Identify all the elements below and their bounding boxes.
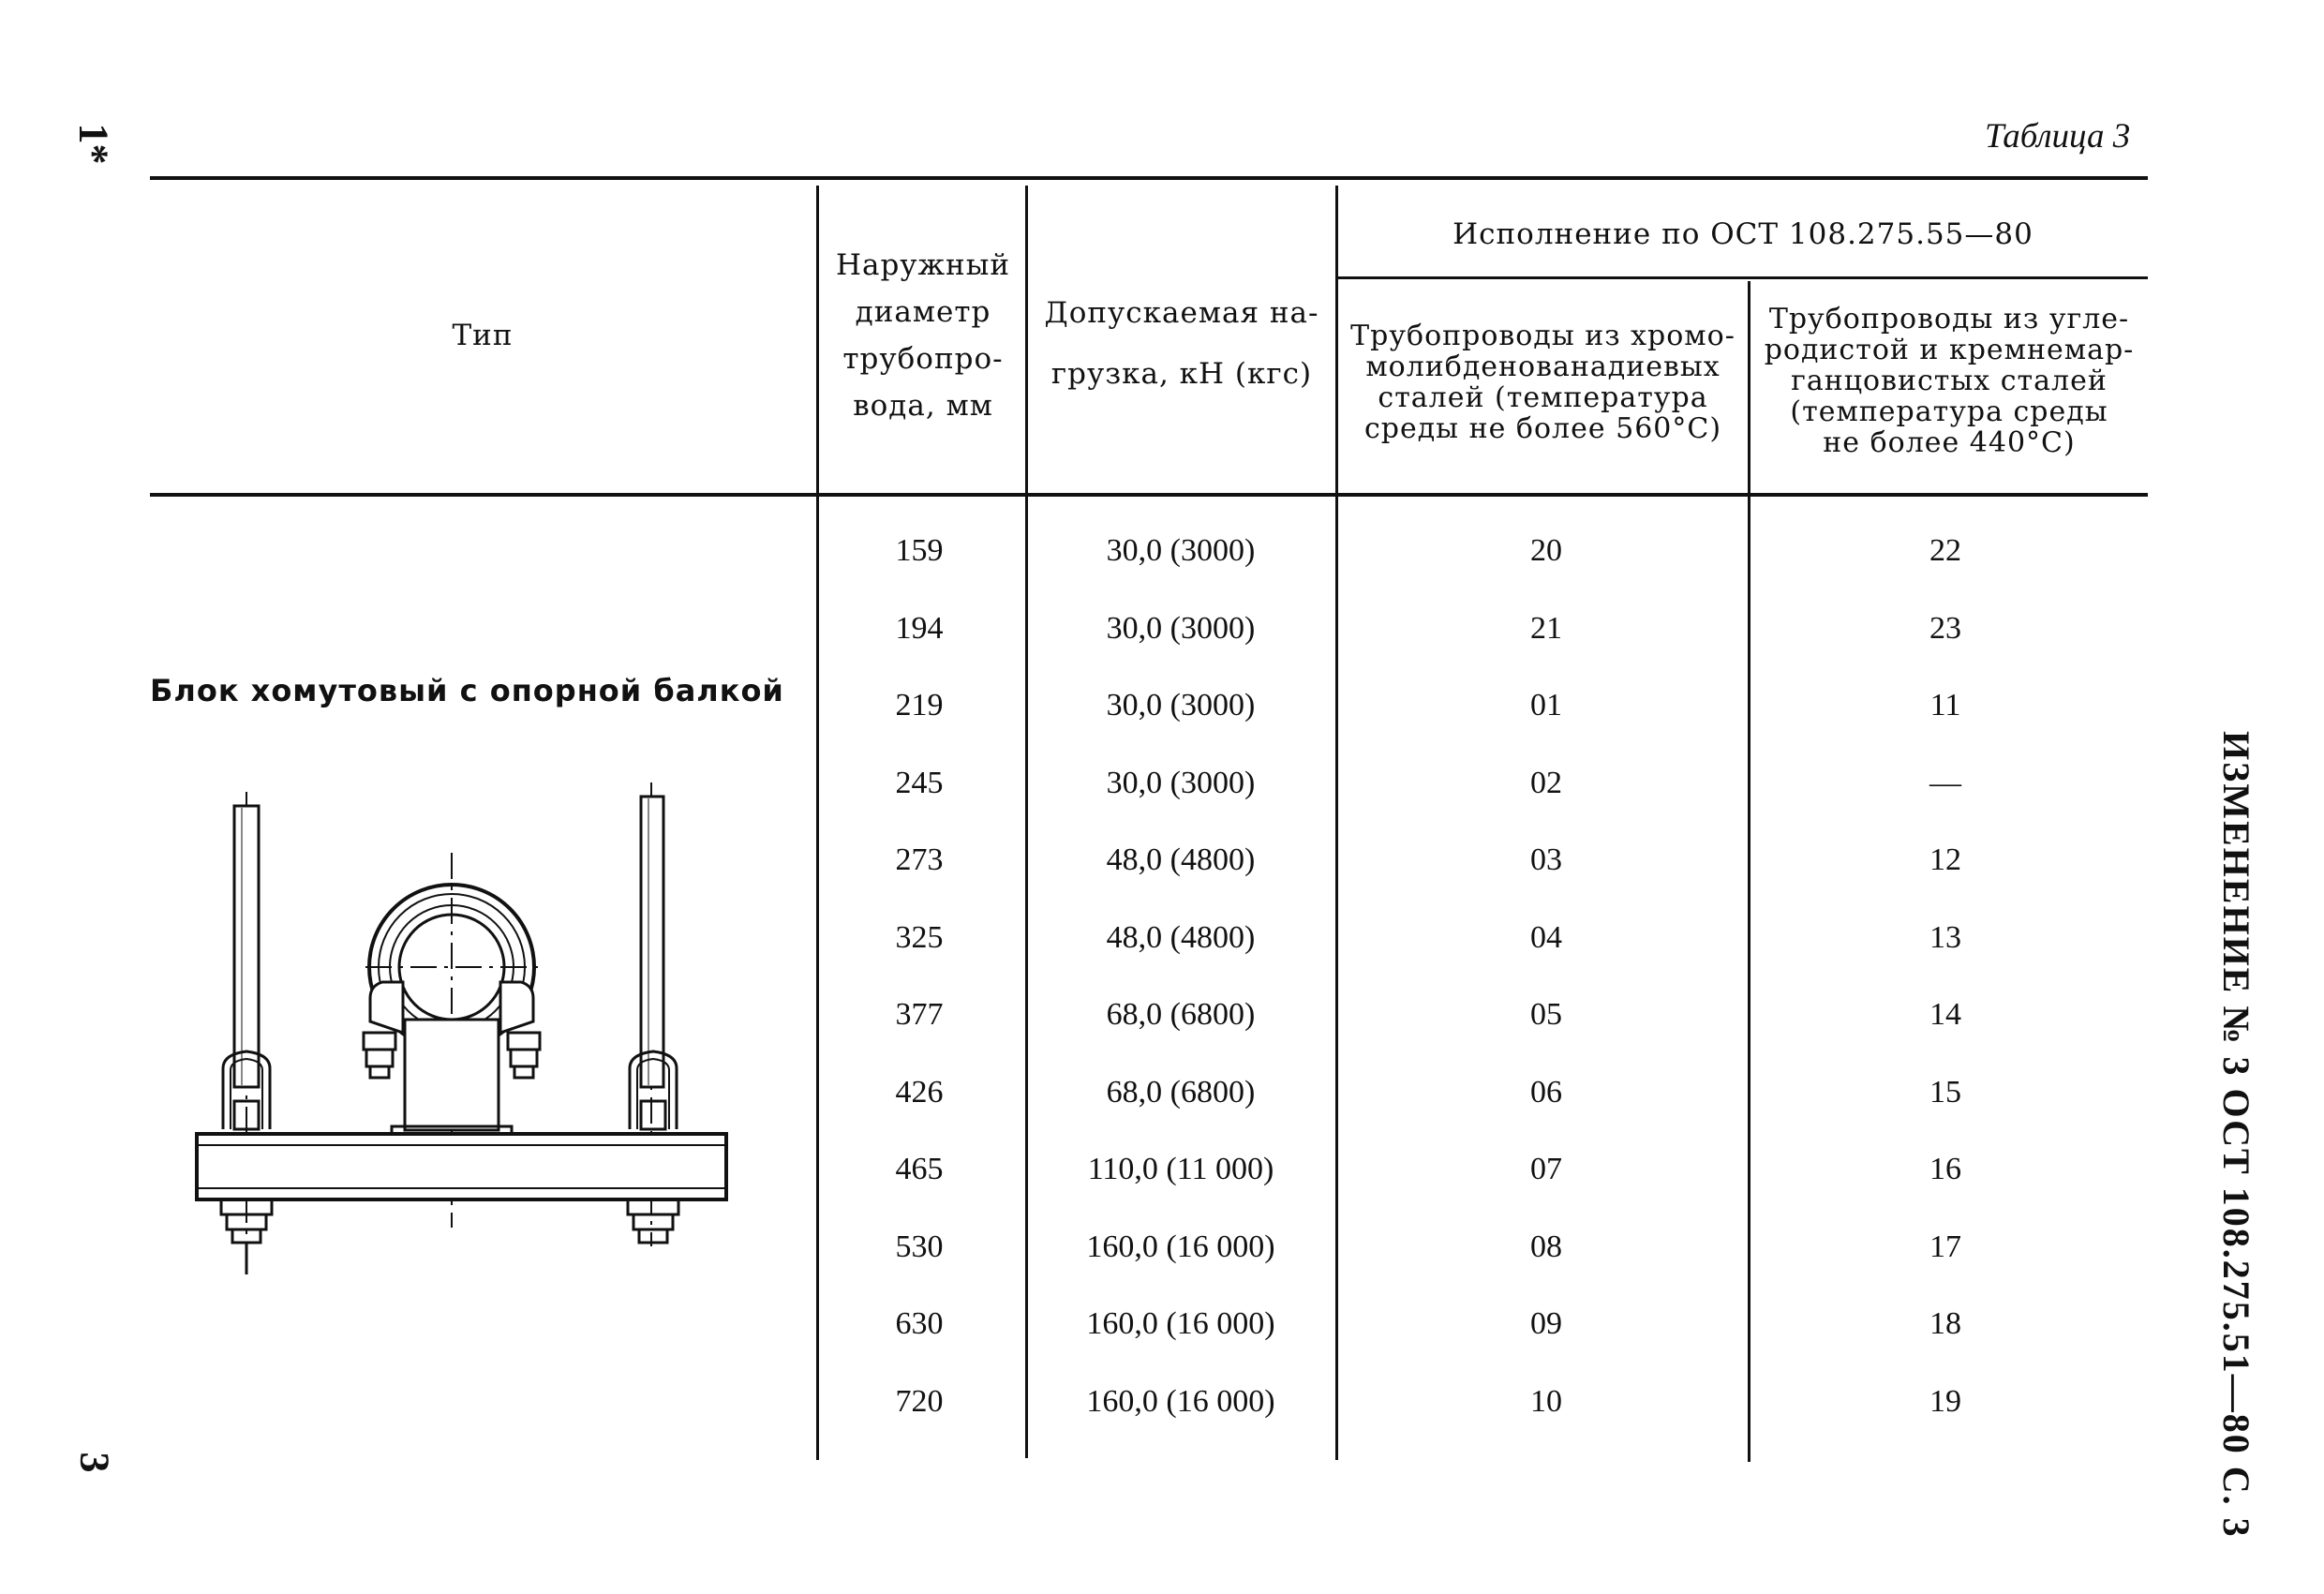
exec-a-cell: 20 <box>1530 533 1562 568</box>
exec-b-cell: 22 <box>1929 533 1961 568</box>
load-cell: 48,0 (4800) <box>1106 842 1256 877</box>
diameter-cell: 465 <box>895 1152 944 1186</box>
header-bottom-rule <box>150 493 2148 497</box>
diameter-cell: 530 <box>895 1229 944 1264</box>
diameter-cell: 159 <box>895 533 944 568</box>
header-sub-rule <box>1337 276 2148 279</box>
table-row <box>815 1209 2137 1286</box>
header-type: Тип <box>452 319 514 352</box>
load-cell: 160,0 (16 000) <box>1086 1383 1275 1419</box>
load-cell: 48,0 (4800) <box>1106 919 1256 955</box>
diameter-cell: 245 <box>895 765 944 800</box>
exec-a-cell: 02 <box>1530 765 1562 800</box>
exec-a-cell: 08 <box>1530 1229 1562 1264</box>
diameter-cell: 377 <box>895 997 944 1032</box>
diameter-cell: 630 <box>895 1306 944 1341</box>
header-execution: Исполнение по ОСТ 108.275.55—80 <box>1452 217 2034 251</box>
load-cell: 160,0 (16 000) <box>1086 1229 1275 1264</box>
exec-b-cell: 15 <box>1929 1074 1961 1110</box>
exec-a-cell: 21 <box>1530 610 1562 646</box>
load-cell: 68,0 (6800) <box>1106 997 1256 1032</box>
table-row <box>815 590 2137 667</box>
exec-b-cell: 11 <box>1929 688 1961 723</box>
exec-a-cell: 03 <box>1530 842 1562 877</box>
exec-a-cell: 10 <box>1530 1383 1562 1419</box>
table-row <box>815 1363 2137 1440</box>
header-exec-b: Трубопроводы из угле- родистой и кремнемар- ганцовистых сталей (температура среды не более 440°С) <box>1764 303 2135 459</box>
document-side-title: ИЗМЕНЕНИЕ № 3 ОСТ 108.275.51—80 С. 3 <box>2215 731 2257 1539</box>
type-name: Блок хомутовый с опорной балкой <box>150 673 784 708</box>
exec-b-cell: 19 <box>1929 1383 1961 1419</box>
table-row <box>815 1286 2137 1363</box>
load-cell: 68,0 (6800) <box>1106 1074 1256 1110</box>
exec-a-cell: 04 <box>1530 919 1562 955</box>
page-mark-top: 1* <box>70 123 117 165</box>
header-diameter: Наружный диаметр трубопро- вода, мм <box>835 248 1011 423</box>
header-exec-a: Трубопроводы из хромо- молибденованадиевых сталей (температура среды не более 560°С) <box>1350 320 1736 445</box>
diameter-cell: 194 <box>895 610 944 646</box>
load-cell: 30,0 (3000) <box>1106 688 1256 723</box>
load-cell: 110,0 (11 000) <box>1087 1152 1274 1186</box>
exec-b-cell: 23 <box>1929 610 1961 646</box>
diameter-cell: 273 <box>895 842 944 877</box>
page-number-mark: 3 <box>71 1452 118 1473</box>
table-row <box>815 1054 2137 1131</box>
exec-a-cell: 01 <box>1530 688 1562 723</box>
table-row <box>815 513 2137 589</box>
table-row <box>815 667 2137 744</box>
exec-b-cell: 14 <box>1929 997 1961 1032</box>
table-top-rule <box>150 176 2148 180</box>
exec-b-cell: 18 <box>1929 1306 1961 1341</box>
table-row <box>815 976 2137 1053</box>
header-load: Допускаемая на- грузка, кН (кгс) <box>1044 296 1319 391</box>
load-cell: 160,0 (16 000) <box>1086 1306 1275 1341</box>
exec-b-cell: 13 <box>1929 919 1961 955</box>
load-cell: 30,0 (3000) <box>1106 765 1256 800</box>
exec-b-cell: — <box>1929 765 1961 800</box>
table-caption: Таблица 3 <box>1985 117 2131 156</box>
diameter-cell: 325 <box>895 919 944 955</box>
load-cell: 30,0 (3000) <box>1106 533 1256 568</box>
exec-a-cell: 05 <box>1530 997 1562 1032</box>
table-row <box>815 745 2137 822</box>
table-row <box>815 1131 2137 1208</box>
exec-b-cell: 12 <box>1929 842 1961 877</box>
clamp-block-drawing <box>178 778 759 1284</box>
exec-a-cell: 07 <box>1530 1152 1562 1186</box>
exec-a-cell: 06 <box>1530 1074 1562 1110</box>
exec-b-cell: 16 <box>1929 1152 1961 1186</box>
diameter-cell: 219 <box>895 688 944 723</box>
diameter-cell: 720 <box>895 1383 944 1419</box>
diameter-cell: 426 <box>895 1074 944 1110</box>
table-row <box>815 822 2137 899</box>
exec-b-cell: 17 <box>1929 1229 1961 1264</box>
load-cell: 30,0 (3000) <box>1106 610 1256 646</box>
exec-a-cell: 09 <box>1530 1306 1562 1341</box>
table-row <box>815 900 2137 976</box>
